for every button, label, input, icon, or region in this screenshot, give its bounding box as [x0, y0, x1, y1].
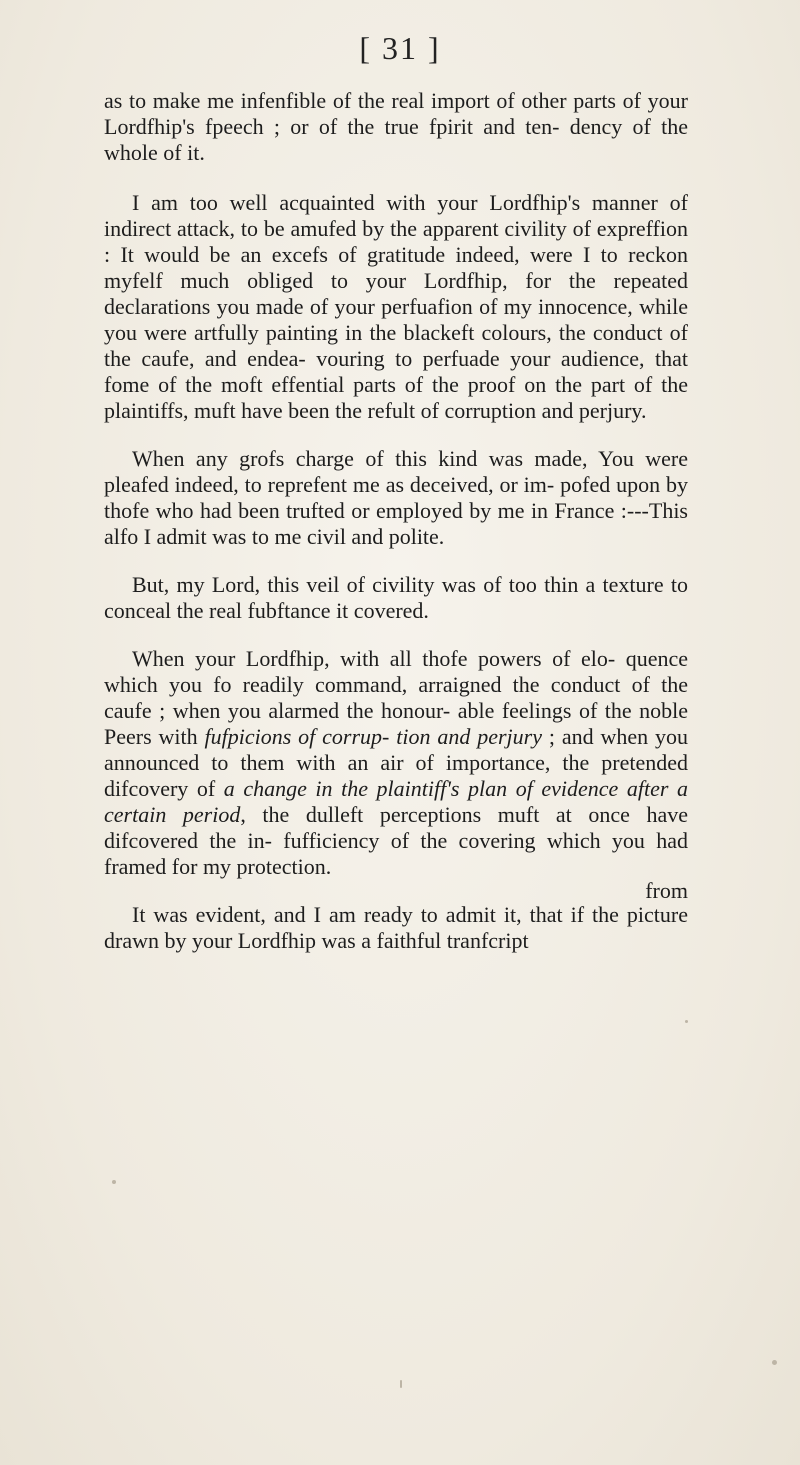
body-text: [104, 88, 688, 976]
paragraph-5-text-a: When your Lordfhip, with all thofe powers of elo- quence which you fo readily command, arraigned the conduct of the caufe ; when you alarmed the honour- able feelings of the noble Peers with: [104, 646, 688, 749]
paragraph-2: I am too well acquainted with your Lordfhip's manner of indirect attack, to be amufed by the apparent civility of expreffion : It would be an excefs of gratitude indeed, were I to reckon myfelf much obliged to your Lordfhip, for the repeated declarations you made of your perfuafion of my innocence, while you were artfully painting in the blackeft colours, the conduct of the caufe, and endea- vouring to perfuade your audience, that fome of the moft effential parts of the proof on the part of the plaintiffs, muft have been the refult of corruption and perjury.: [104, 190, 688, 423]
paragraph-6: It was evident, and I am ready to admit it, that if the picture drawn by your Lordfhip was a faithful tranfcript: [104, 902, 688, 953]
paragraph-5-italic-2: a change in the plaintiff's plan of evidence after a certain period: [104, 776, 688, 827]
paragraph-5-italic-1: fufpicions of corrup- tion and perjury: [204, 724, 542, 749]
paragraph-5-text-c: , the dulleft perceptions muft at once have difcovered the in- fufficiency of the covering which you had framed for my protection.: [104, 802, 688, 879]
paper-speck: [772, 1360, 777, 1365]
paragraph-3: When any grofs charge of this kind was made, You were pleafed indeed, to reprefent me as deceived, or im- pofed upon by thofe who had been trufted or employed by me in France :---This alfo I admit was to me civil and polite.: [104, 446, 688, 549]
paragraph-4: But, my Lord, this veil of civility was of too thin a texture to conceal the real fubftance it covered.: [104, 572, 688, 623]
paper-speck: [400, 1380, 402, 1388]
catchword: from: [645, 878, 688, 903]
paper-speck: [112, 1180, 116, 1184]
paper-speck: [685, 1020, 688, 1023]
paragraph-5-text-b: ; and when you announced to them with an air of importance, the pretended difcovery of: [104, 724, 689, 801]
paragraph-5: [104, 646, 688, 880]
page-number: [ 31 ]: [359, 30, 441, 66]
paragraph-1: as to make me infenfible of the real import of other parts of your Lordfhip's fpeech ; or of the true fpirit and ten- dency of the whole of it.: [104, 88, 688, 165]
